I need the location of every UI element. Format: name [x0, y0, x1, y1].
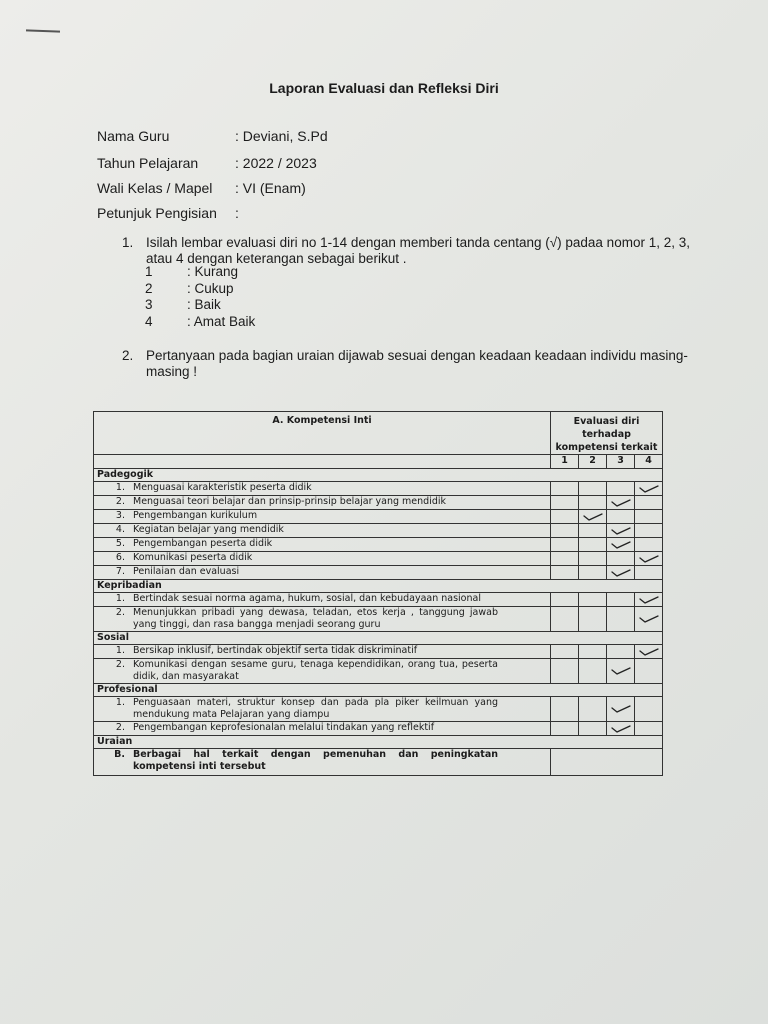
table-row	[94, 659, 663, 684]
table-row	[94, 722, 663, 736]
item-text: Kegiatan belajar yang mendidik	[133, 524, 284, 535]
rating-cell-4	[635, 659, 663, 684]
table-row	[94, 538, 663, 552]
field-label: Nama Guru	[97, 128, 170, 144]
checkmark-icon	[582, 511, 604, 523]
rating-cell-2	[579, 496, 607, 510]
item-text: Menguasai teori belajar dan prinsip-prinsip belajar yang mendidik	[133, 496, 447, 507]
rating-cell-3	[607, 659, 635, 684]
rating-cell-4	[635, 552, 663, 566]
item-text: Menguasai karakteristik peserta didik	[133, 482, 312, 493]
item-text: Menunjukkan pribadi yang dewasa, teladan, etos kerja , tanggung jawab yang tinggi, dan rasa bangga menjadi seorang guru	[133, 607, 498, 630]
rating-cell-4	[635, 645, 663, 659]
rating-cell-1	[551, 607, 579, 632]
rating-cell-2	[579, 524, 607, 538]
item-text: Bertindak sesuai norma agama, hukum, sosial, dan kebudayaan nasional	[133, 593, 481, 604]
checkmark-icon	[610, 567, 632, 579]
uraian-cell	[94, 749, 551, 776]
competency-cell	[94, 552, 551, 566]
section-row	[94, 580, 663, 593]
competency-cell	[94, 482, 551, 496]
rating-cell-1	[551, 524, 579, 538]
column-3: 3	[607, 455, 635, 469]
table-row	[94, 496, 663, 510]
competency-cell	[94, 645, 551, 659]
instruction-text: Isilah lembar evaluasi diri no 1-14 dengan memberi tanda centang (√) padaa nomor 1, 2, 3, atau 4 dengan keterangan sebagai berikut .	[146, 235, 690, 266]
section-row	[94, 736, 663, 749]
item-number: 3.	[115, 510, 125, 521]
rating-cell-3	[607, 552, 635, 566]
item-number: 4.	[115, 524, 125, 535]
rating-cell-3	[607, 697, 635, 722]
competency-cell	[94, 607, 551, 632]
field-label: Petunjuk Pengisian	[97, 205, 217, 221]
table-header-row	[94, 412, 663, 455]
item-text: Bersikap inklusif, bertindak objektif serta tidak diskriminatif	[133, 645, 418, 656]
scale-item	[145, 297, 221, 312]
rating-cell-3	[607, 538, 635, 552]
uraian-row	[94, 749, 663, 776]
column-number-row	[94, 455, 663, 469]
field-label: Wali Kelas / Mapel	[97, 180, 213, 196]
field-wali-kelas	[97, 180, 306, 196]
rating-cell-4	[635, 593, 663, 607]
rating-cell-4	[635, 538, 663, 552]
rating-cell-1	[551, 482, 579, 496]
table-row	[94, 482, 663, 496]
competency-cell	[94, 593, 551, 607]
pen-mark	[26, 29, 60, 32]
rating-cell-2	[579, 697, 607, 722]
evaluation-table	[93, 411, 663, 776]
table-row	[94, 552, 663, 566]
rating-cell-1	[551, 538, 579, 552]
rating-cell-3	[607, 496, 635, 510]
table-row	[94, 510, 663, 524]
field-tahun-pelajaran	[97, 155, 317, 171]
rating-cell-1	[551, 566, 579, 580]
rating-cell-4	[635, 607, 663, 632]
item-text: Penguasaan materi, struktur konsep dan pada pla piker keilmuan yang mendukung mata Pelajaran yang diampu	[133, 697, 498, 720]
uraian-answer-cell	[551, 749, 663, 776]
item-number: 1.	[115, 593, 125, 604]
item-number: B.	[114, 749, 125, 760]
section-label: Uraian	[94, 736, 663, 749]
item-number: 1.	[115, 645, 125, 656]
rating-cell-1	[551, 593, 579, 607]
item-text: Komunikasi peserta didik	[133, 552, 253, 563]
competency-cell	[94, 722, 551, 736]
rating-cell-1	[551, 659, 579, 684]
rating-cell-4	[635, 496, 663, 510]
item-number: 7.	[115, 566, 125, 577]
column-2: 2	[579, 455, 607, 469]
rating-cell-1	[551, 697, 579, 722]
checkmark-icon	[638, 594, 660, 606]
rating-cell-2	[579, 538, 607, 552]
section-label: Profesional	[94, 684, 663, 697]
item-text: Pengembangan keprofesionalan melalui tindakan yang reflektif	[133, 722, 435, 733]
rating-cell-2	[579, 482, 607, 496]
rating-cell-2	[579, 722, 607, 736]
checkmark-icon	[610, 525, 632, 537]
checkmark-icon	[610, 665, 632, 677]
checkmark-icon	[638, 483, 660, 495]
rating-cell-1	[551, 496, 579, 510]
competency-cell	[94, 510, 551, 524]
scale-desc: : Kurang	[187, 264, 239, 279]
field-petunjuk	[97, 205, 239, 221]
rating-cell-2	[579, 607, 607, 632]
section-row	[94, 684, 663, 697]
checkmark-icon	[638, 646, 660, 658]
scale-key: 4	[145, 314, 153, 329]
competency-cell	[94, 496, 551, 510]
table-row	[94, 697, 663, 722]
field-value: : Deviani, S.Pd	[235, 128, 328, 144]
item-text: Penilaian dan evaluasi	[133, 566, 240, 577]
competency-header: A. Kompetensi Inti	[94, 412, 551, 455]
item-text: Komunikasi dengan sesame guru, tenaga kependidikan, orang tua, peserta didik, dan masyarakat	[133, 659, 498, 682]
section-label: Padegogik	[94, 469, 663, 482]
rating-cell-1	[551, 645, 579, 659]
table-row	[94, 607, 663, 632]
checkmark-icon	[638, 553, 660, 565]
table-row	[94, 593, 663, 607]
scale-item	[145, 314, 255, 329]
item-text: Berbagai hal terkait dengan pemenuhan dan peningkatan kompetensi inti tersebut	[133, 749, 498, 772]
competency-cell	[94, 566, 551, 580]
competency-cell	[94, 538, 551, 552]
rating-cell-2	[579, 566, 607, 580]
section-row	[94, 469, 663, 482]
competency-cell	[94, 524, 551, 538]
item-number: 1.	[115, 697, 125, 708]
rating-cell-4	[635, 482, 663, 496]
rating-cell-2	[579, 659, 607, 684]
rating-cell-3	[607, 510, 635, 524]
section-label: Kepribadian	[94, 580, 663, 593]
section-row	[94, 632, 663, 645]
item-number: 1.	[115, 482, 125, 493]
checkmark-icon	[610, 539, 632, 551]
scale-key: 2	[145, 281, 153, 296]
item-number: 6.	[115, 552, 125, 563]
checkmark-icon	[610, 497, 632, 509]
evaluation-table-body	[94, 412, 663, 776]
rating-cell-3	[607, 607, 635, 632]
rating-cell-4	[635, 566, 663, 580]
table-row	[94, 524, 663, 538]
competency-cell	[94, 659, 551, 684]
section-label: Sosial	[94, 632, 663, 645]
item-number: 5.	[115, 538, 125, 549]
evaluation-header: Evaluasi diri terhadap kompetensi terkait	[551, 412, 663, 455]
field-nama-guru	[97, 128, 328, 144]
rating-cell-3	[607, 482, 635, 496]
scale-desc: : Baik	[187, 297, 221, 312]
checkmark-icon	[610, 723, 632, 735]
checkmark-icon	[610, 703, 632, 715]
rating-cell-2	[579, 510, 607, 524]
rating-cell-4	[635, 722, 663, 736]
item-number: 2.	[115, 607, 125, 618]
column-4: 4	[635, 455, 663, 469]
scale-desc: : Cukup	[187, 281, 234, 296]
scale-item	[145, 281, 234, 296]
column-1: 1	[551, 455, 579, 469]
scale-key: 3	[145, 297, 153, 312]
rating-cell-4	[635, 510, 663, 524]
field-value: : 2022 / 2023	[235, 155, 317, 171]
item-number: 2.	[115, 496, 125, 507]
instruction-number: 1.	[122, 235, 134, 250]
item-number: 2.	[115, 659, 125, 670]
scale-desc: : Amat Baik	[187, 314, 256, 329]
rating-cell-1	[551, 510, 579, 524]
rating-cell-2	[579, 645, 607, 659]
rating-cell-1	[551, 722, 579, 736]
field-value: :	[235, 205, 239, 221]
instruction-number: 2.	[122, 348, 134, 363]
rating-cell-3	[607, 566, 635, 580]
field-label: Tahun Pelajaran	[97, 155, 199, 171]
item-text: Pengembangan kurikulum	[133, 510, 258, 521]
rating-cell-4	[635, 697, 663, 722]
item-number: 2.	[115, 722, 125, 733]
instruction-text: Pertanyaan pada bagian uraian dijawab sesuai dengan keadaan keadaan individu masing-masing !	[146, 348, 688, 379]
field-value: : VI (Enam)	[235, 180, 306, 196]
competency-cell	[94, 697, 551, 722]
rating-cell-3	[607, 645, 635, 659]
rating-cell-3	[607, 524, 635, 538]
scale-item	[145, 264, 238, 279]
rating-cell-2	[579, 593, 607, 607]
rating-cell-3	[607, 593, 635, 607]
checkmark-icon	[638, 613, 660, 625]
document-title: Laporan Evaluasi dan Refleksi Diri	[269, 80, 499, 96]
rating-cell-2	[579, 552, 607, 566]
item-text: Pengembangan peserta didik	[133, 538, 273, 549]
rating-cell-3	[607, 722, 635, 736]
rating-cell-4	[635, 524, 663, 538]
table-row	[94, 566, 663, 580]
table-row	[94, 645, 663, 659]
rating-cell-1	[551, 552, 579, 566]
blank-cell	[94, 455, 551, 469]
scale-key: 1	[145, 264, 153, 279]
